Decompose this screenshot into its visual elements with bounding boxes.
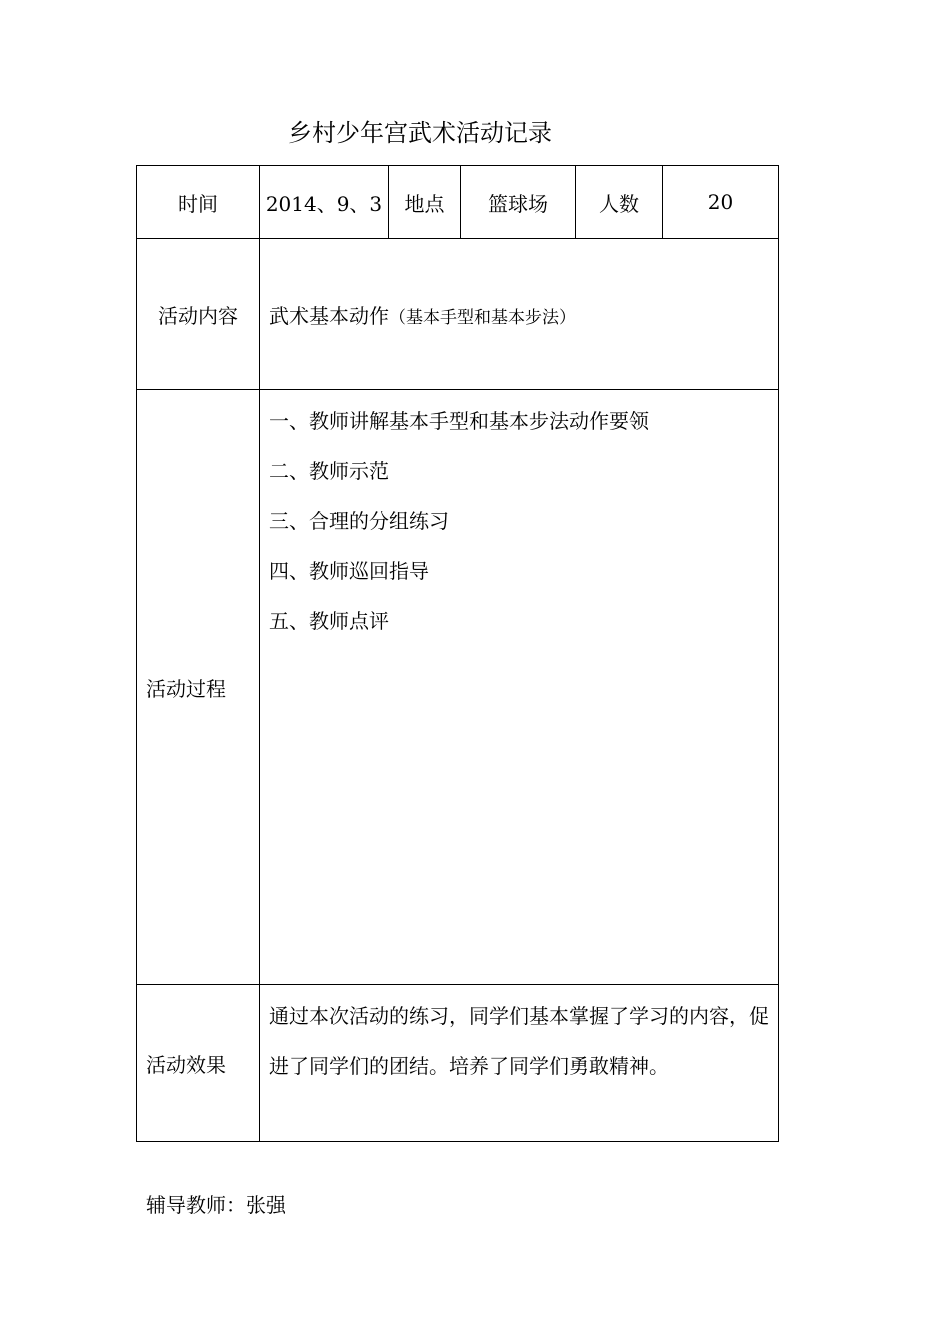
content-main-text: 武术基本动作 [269, 303, 389, 328]
teacher-label: 辅导教师： [146, 1193, 246, 1217]
process-label: 活动过程 [137, 390, 260, 985]
teacher-name: 张强 [246, 1193, 286, 1217]
count-label: 人数 [576, 166, 663, 239]
content-sub-text: （基本手型和基本步法） [389, 307, 576, 328]
effect-label: 活动效果 [137, 985, 260, 1142]
content-label: 活动内容 [137, 239, 260, 390]
effect-row [137, 985, 779, 1142]
count-value: 20 [663, 166, 779, 239]
place-value: 篮球场 [461, 166, 576, 239]
content-row [137, 239, 779, 390]
process-row [137, 390, 779, 985]
activity-record-table [136, 165, 779, 1142]
time-value: 2014、9、3 [260, 166, 389, 239]
header-row [137, 166, 779, 239]
list-item: 二、教师示范 [269, 459, 389, 483]
process-value [260, 390, 779, 985]
teacher-signature-line [146, 1190, 286, 1220]
content-value [260, 239, 779, 390]
place-label: 地点 [389, 166, 461, 239]
page-title: 乡村少年宫武术活动记录 [288, 119, 552, 147]
effect-value: 通过本次活动的练习，同学们基本掌握了学习的内容，促进了同学们的团结。培养了同学们勇敢精神。 [260, 985, 779, 1142]
time-label: 时间 [137, 166, 260, 239]
list-item: 三、合理的分组练习 [269, 509, 449, 533]
list-item: 五、教师点评 [269, 609, 389, 633]
process-steps-list [260, 390, 778, 646]
list-item: 四、教师巡回指导 [269, 559, 429, 583]
list-item: 一、教师讲解基本手型和基本步法动作要领 [269, 409, 649, 433]
